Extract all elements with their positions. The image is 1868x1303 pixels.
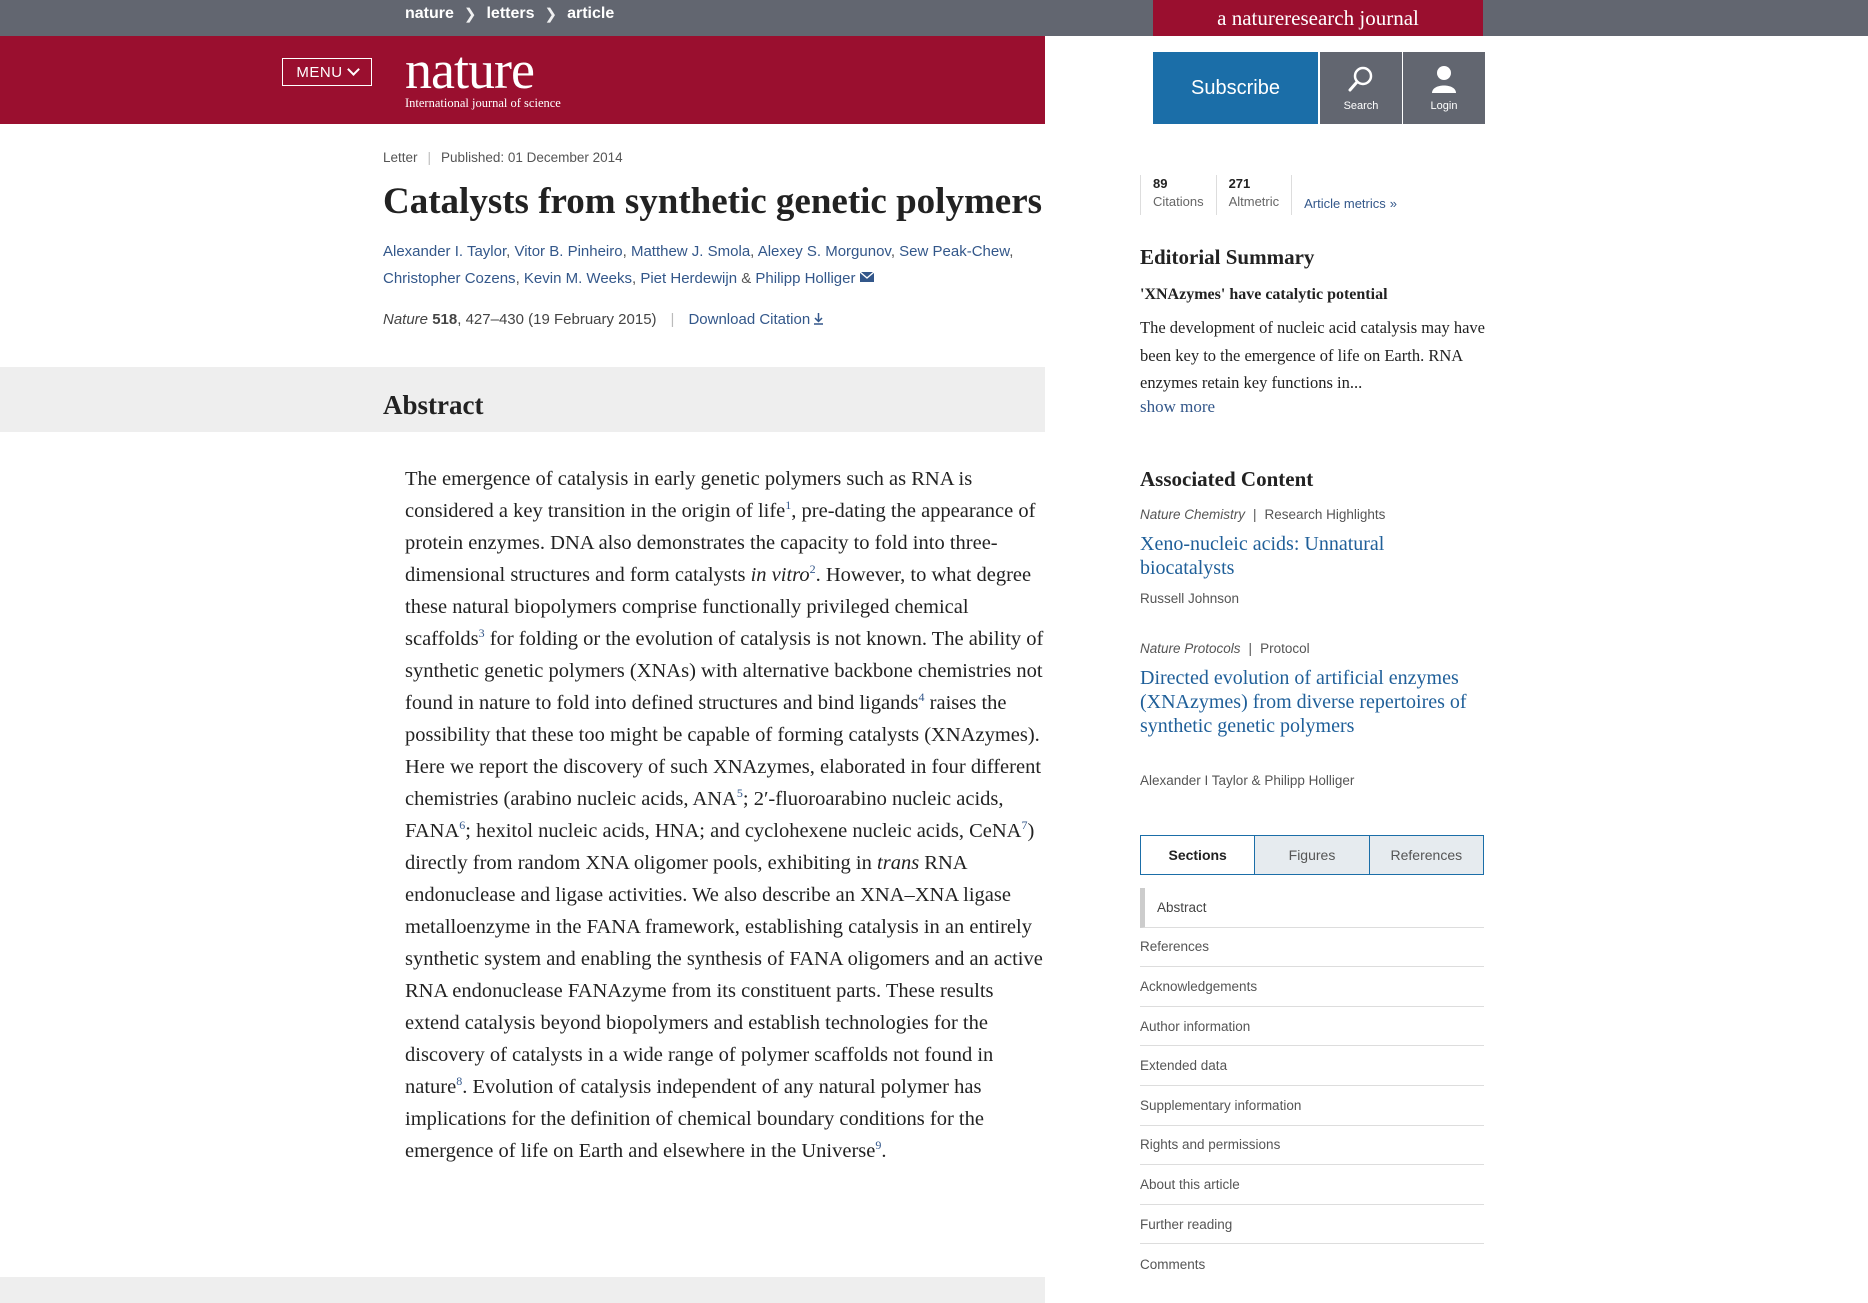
section-link-author-information[interactable]: Author information [1140,1007,1484,1047]
download-citation-link[interactable] [688,311,823,328]
reference-link[interactable]: 9 [875,1138,882,1152]
author-link[interactable]: Piet Herdewijn [640,270,738,287]
citations-metric[interactable]: 89 Citations [1140,175,1216,215]
reference-link[interactable]: 1 [785,498,792,512]
author-link[interactable]: Matthew J. Smola [630,243,751,260]
sidebar-tabs [1140,835,1484,875]
abstract-header-band [0,367,1045,432]
breadcrumb-article[interactable]: article [567,5,615,22]
section-link-extended-data[interactable]: Extended data [1140,1046,1484,1086]
altmetric-metric[interactable]: 271 Altmetric [1216,175,1292,215]
author-link[interactable]: Vitor B. Pinheiro [514,243,623,260]
user-icon [1430,64,1458,94]
section-link-acknowledgements[interactable]: Acknowledgements [1140,967,1484,1007]
associated-item-meta: Nature Protocols | Protocol [1140,641,1310,656]
breadcrumb-nature[interactable]: nature [405,5,454,22]
reference-link[interactable]: 4 [918,690,925,704]
author-link[interactable]: Philipp Holliger [755,270,856,287]
logo-word: nature [405,40,534,100]
masthead [0,36,1045,124]
download-icon [814,313,823,325]
article-type: Letter [383,150,418,165]
section-link-further-reading[interactable]: Further reading [1140,1205,1484,1245]
email-icon[interactable] [860,272,874,282]
breadcrumb [405,0,614,28]
search-icon [1346,64,1376,94]
associated-item-meta: Nature Chemistry | Research Highlights [1140,507,1386,522]
journal-name: Nature [383,311,429,328]
author-link[interactable]: Sew Peak-Chew [899,243,1010,260]
search-label: Search [1343,100,1379,112]
associated-item-title[interactable]: Directed evolution of artificial enzymes (XNAzymes) from diverse repertoires of synthetic genetic polymers [1140,667,1467,737]
section-link-about-this-article[interactable]: About this article [1140,1165,1484,1205]
author-link[interactable]: Christopher Cozens [383,270,516,287]
divider: | [670,311,675,328]
author-link[interactable]: Kevin M. Weeks [523,270,632,287]
chevron-right-icon: ❯ [544,6,558,23]
author-link[interactable]: Alexander I. Taylor [383,243,507,260]
tab-sections[interactable]: Sections [1141,836,1254,874]
section-link-comments[interactable]: Comments [1140,1256,1206,1272]
next-section-band [0,1277,1045,1303]
article-metrics-link[interactable]: Article metrics » [1291,175,1409,215]
volume: 518 [432,311,458,328]
section-link-rights-and-permissions[interactable]: Rights and permissions [1140,1126,1484,1166]
chevron-down-icon [347,63,360,76]
section-link-abstract[interactable]: Abstract [1140,888,1484,928]
menu-label: MENU [296,63,343,81]
reference-link[interactable]: 8 [456,1074,463,1088]
associated-content-heading: Associated Content [1140,467,1314,491]
reference-link[interactable]: 5 [736,786,743,800]
article-metrics-bar [1140,175,1409,215]
author-link[interactable]: Alexey S. Morgunov [757,243,891,260]
menu-button[interactable] [282,58,372,86]
reference-link[interactable]: 6 [459,818,466,832]
nature-logo[interactable] [405,40,561,110]
login-button[interactable] [1403,52,1485,124]
tab-references[interactable]: References [1369,836,1483,874]
editorial-summary-text: The development of nucleic acid catalysis may have been key to the emergence of life on Earth. RNA enzymes retain key functions in... [1140,318,1485,392]
show-more-link[interactable]: show more [1140,397,1216,416]
section-link-references[interactable]: References [1140,928,1484,968]
published-date: Published: 01 December 2014 [441,150,623,165]
reference-link[interactable]: 3 [478,626,485,640]
login-label: Login [1430,100,1458,112]
double-chevron-right-icon: » [1389,196,1397,211]
author-list: Alexander I. Taylor, Vitor B. Pinheiro, Matthew J. Smola, Alexey S. Morgunov, Sew Peak-Chew, Christopher Cozens, Kevin M. Weeks, Piet Herdewijn & Philipp Holliger [383,243,1014,287]
section-link-supplementary-information[interactable]: Supplementary information [1140,1086,1484,1126]
reference-link[interactable]: 7 [1021,818,1028,832]
associated-item-title[interactable]: Xeno-nucleic acids: Unnatural biocatalysts [1140,533,1385,579]
editorial-summary-subheading: 'XNAzymes' have catalytic potential [1140,286,1388,303]
editorial-summary-heading: Editorial Summary [1140,245,1315,269]
reference-link[interactable]: 2 [809,562,816,576]
article-meta [383,150,623,165]
citation-line [383,311,823,328]
logo-tagline: International journal of science [405,96,561,110]
breadcrumb-letters[interactable]: letters [486,5,535,22]
natureresearch-journal-label[interactable]: a natureresearch journal [1153,0,1483,36]
chevron-right-icon: ❯ [463,6,477,23]
top-bar [0,0,1868,36]
page-title: Catalysts from synthetic genetic polymers [383,181,1043,222]
abstract-heading: Abstract [383,390,484,420]
associated-item-author: Alexander I Taylor & Philipp Holliger [1140,773,1355,788]
pages-date: , 427–430 (19 February 2015) [457,311,657,328]
divider: | [427,150,432,165]
abstract-text: The emergence of catalysis in early genetic polymers such as RNA is considered a key transition in the origin of life$^1$, pre-dating the appearance of protein enzymes. DNA also demonstrates the capacity to fold into three-dimensional structures and form catalysts in vitro$^2$. However, to what degree these natural biopolymers comprise functionally privileged chemical scaffolds$^3$ for folding or the evolution of catalysis is not known. The ability of synthetic genetic polymers (XNAs) with alternative backbone chemistries not found in nature to fold into defined structures and bind ligands$^4$ raises the possibility that these too might be capable of forming catalysts (XNAzymes). Here we report the discovery of such XNAzymes, elaborated in four different chemistries (arabino nucleic acids, ANA$^5$; 2′-fluoroarabino nucleic acids, FANA$^6$; hexitol nucleic acids, HNA; and cyclohexene nucleic acids, CeNA$^7$) directly from random XNA oligomer pools, exhibiting in trans RNA endonuclease and ligase activities. We also describe an XNA–XNA ligase metalloenzyme in the FANA framework, establishing catalysis in an entirely synthetic system and enabling the synthesis of FANA oligomers and an active RNA endonuclease FANAzyme from its constituent parts. These results extend catalysis beyond biopolymers and establish technologies for the discovery of catalysts in a wide range of polymer scaffolds not found in nature$^8$. Evolution of catalysis independent of any natural polymer has implications for the definition of chemical boundary conditions for the emergence of life on Earth and elsewhere in the Universe$^9$. [405,468,1044,1162]
associated-item-author: Russell Johnson [1140,591,1240,606]
subscribe-button[interactable]: Subscribe [1153,52,1318,124]
search-button[interactable] [1320,52,1402,124]
section-nav [1140,888,1484,1284]
download-citation-label: Download Citation [688,311,811,328]
tab-figures[interactable]: Figures [1254,836,1368,874]
